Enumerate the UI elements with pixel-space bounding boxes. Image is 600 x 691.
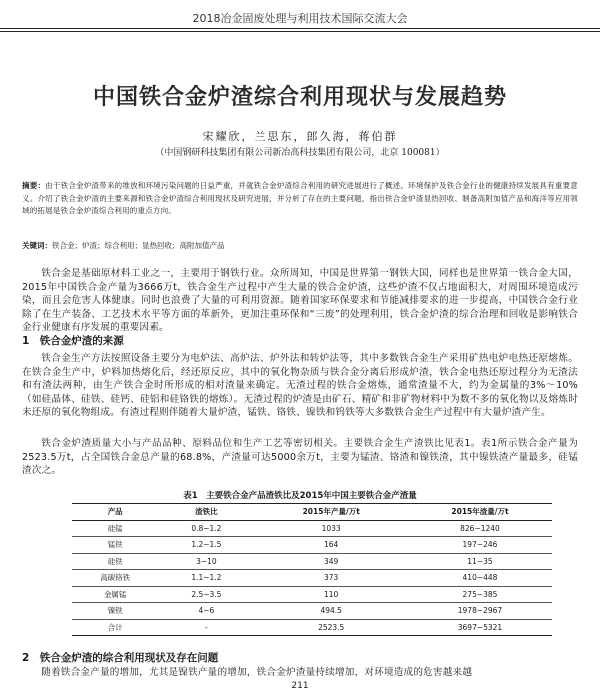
abstract-label: 摘要： — [22, 181, 46, 190]
table-cell: 110 — [254, 586, 408, 603]
table-cell: 高碳铬铁 — [72, 570, 158, 587]
table-header-cell: 渣铁比 — [158, 504, 254, 521]
header-rule — [0, 28, 600, 29]
table-row — [72, 520, 552, 537]
table-cell: 410~448 — [408, 570, 552, 587]
keywords — [22, 240, 578, 251]
header-rule-thin — [0, 31, 600, 32]
table-total-row — [72, 619, 552, 636]
table-cell: 镍铁 — [72, 603, 158, 620]
table-cell: 197~246 — [408, 537, 552, 554]
table-caption: 表1 主要铁合金产品渣铁比及2015年中国主要铁合金产渣量 — [183, 491, 417, 501]
table-header-cell: 2015年渣量/万t — [408, 504, 552, 521]
affiliation: （中国钢研科技集团有限公司新冶高科技集团有限公司，北京 100081） — [155, 148, 445, 158]
table-cell: 11~35 — [408, 553, 552, 570]
table-cell: 锰铁 — [72, 537, 158, 554]
table-cell: 494.5 — [254, 603, 408, 620]
table-cell: 硅铁 — [72, 553, 158, 570]
table-cell: 2523.5 — [254, 619, 408, 636]
table-cell: 1.1~1.2 — [158, 570, 254, 587]
page-number: 211 — [291, 681, 309, 691]
authors: 宋耀欣，兰思东，郎久海，蒋伯群 — [202, 130, 398, 143]
table-cell: 0.8~1.2 — [158, 520, 254, 537]
abstract — [22, 180, 578, 218]
section-heading-1: 1 铁合金炉渣的来源 — [22, 335, 124, 347]
section1-paragraph-1: 铁合金生产方法按照设备主要分为电炉法、高炉法、炉外法和转炉法等，其中多数铁合金生产采用矿热电炉电热还原熔炼。在铁合金生产中，炉料加热熔化后，经还原反应，其中的氧化物杂质与铁合金分离后形成炉渣，铁合金电热还原过程分为无渣法和有渣法两种，由生产铁合金时所形成的相对渣量来确定。无渣过程的铁合金熔炼，通常渣量不大，约为金属量的3%～10%（如硅晶体、硅铁、硅钙、硅铝和硅铬铁的熔炼）。无渣过程的炉渣是由矿石、精矿和非矿物材料中为数不多的氧化物以及熔炼时未还原的氧化物组成。有渣过程则伴随着大量炉渣，锰铁、铬铁、镍铁和钨铁等大多数铁合金生产过程中有大量炉渣产生。 — [22, 353, 578, 418]
table-cell: 硅锰 — [72, 520, 158, 537]
running-header: 2018冶金固废处理与利用技术国际交流大会 — [192, 12, 408, 25]
table-row — [72, 586, 552, 603]
section2-paragraph-1: 随着铁合金产量的增加，尤其是镍铁产量的增加，铁合金炉渣量持续增加，对环境造成的危害越来越 — [41, 667, 473, 678]
table-cell: 3697~5321 — [408, 619, 552, 636]
table-cell: 2.5~3.5 — [158, 586, 254, 603]
keywords-text: 铁合金；炉渣；综合利用；显热回收；高附加值产品 — [52, 241, 225, 250]
table-row — [72, 570, 552, 587]
table-cell: 合计 — [72, 619, 158, 636]
table-header-row — [72, 504, 552, 521]
paper-title: 中国铁合金炉渣综合利用现状与发展趋势 — [92, 85, 507, 110]
table-cell: 3~10 — [158, 553, 254, 570]
table-cell: 826~1240 — [408, 520, 552, 537]
table-cell: 164 — [254, 537, 408, 554]
table-cell: 349 — [254, 553, 408, 570]
table-cell: 275~385 — [408, 586, 552, 603]
abstract-text: 由于铁合金炉渣带来的堆放和环境污染问题的日益严重，并就铁合金炉渣综合利用的研究进展进行了概述。环境保护及铁合金行业的健康持续发展具有重要意义。介绍了铁合金炉渣的主要来源和铁合金炉渣综合利用现状及研究进展，并分析了存在的主要问题，指出铁合金炉渣显热回收、制备高附加值产品和海洋等应用领域的拓展是铁合金炉渣综合利用的重点方向。 — [22, 181, 578, 215]
section1-paragraph-2: 铁合金炉渣质量大小与产品品种、原料品位和生产工艺等密切相关。主要铁合金生产渣铁比见表1。表1所示铁合金产量为2523.5万t，占全国铁合金总产量的68.8%，产渣量可达5000余万t，主要为锰渣、铬渣和镍铁渣，其中镍铁渣产量最多，硅锰渣次之。 — [22, 438, 578, 476]
intro-paragraph: 铁合金是基础原材料工业之一，主要用于钢铁行业。众所周知，中国是世界第一钢铁大国，同样也是世界第一铁合金大国，2015年中国铁合金产量为3666万t，铁合金生产过程中产生大量的铁合金炉渣，这些炉渣不仅占地面积大，对周围环境造成污染，而且会危害人体健康。同时也浪费了大量的可利用资源。随着国家环保要求和节能减排要求的进一步提高，中国铁合金行业除了在生产装备、工艺技术水平等方面的革新外，更加注重环保和“三废”的处理利用，铁合金炉渣的综合治理和回收是影响铁合金行业健康有序发展的重要因素。 — [22, 268, 578, 333]
table-row — [72, 553, 552, 570]
table-cell: 373 — [254, 570, 408, 587]
data-table — [72, 503, 552, 636]
keywords-label: 关键词： — [22, 241, 52, 250]
table-cell: 1978~2967 — [408, 603, 552, 620]
table-cell: 4~6 — [158, 603, 254, 620]
table-header-cell: 2015年产量/万t — [254, 504, 408, 521]
table-row — [72, 537, 552, 554]
table-header-cell: 产品 — [72, 504, 158, 521]
table-cell: 金属锰 — [72, 586, 158, 603]
section-heading-2: 2 铁合金炉渣的综合利用现状及存在问题 — [22, 652, 219, 664]
table-cell: - — [158, 619, 254, 636]
table-cell: 1.2~1.5 — [158, 537, 254, 554]
table-cell: 1033 — [254, 520, 408, 537]
table-row — [72, 603, 552, 620]
